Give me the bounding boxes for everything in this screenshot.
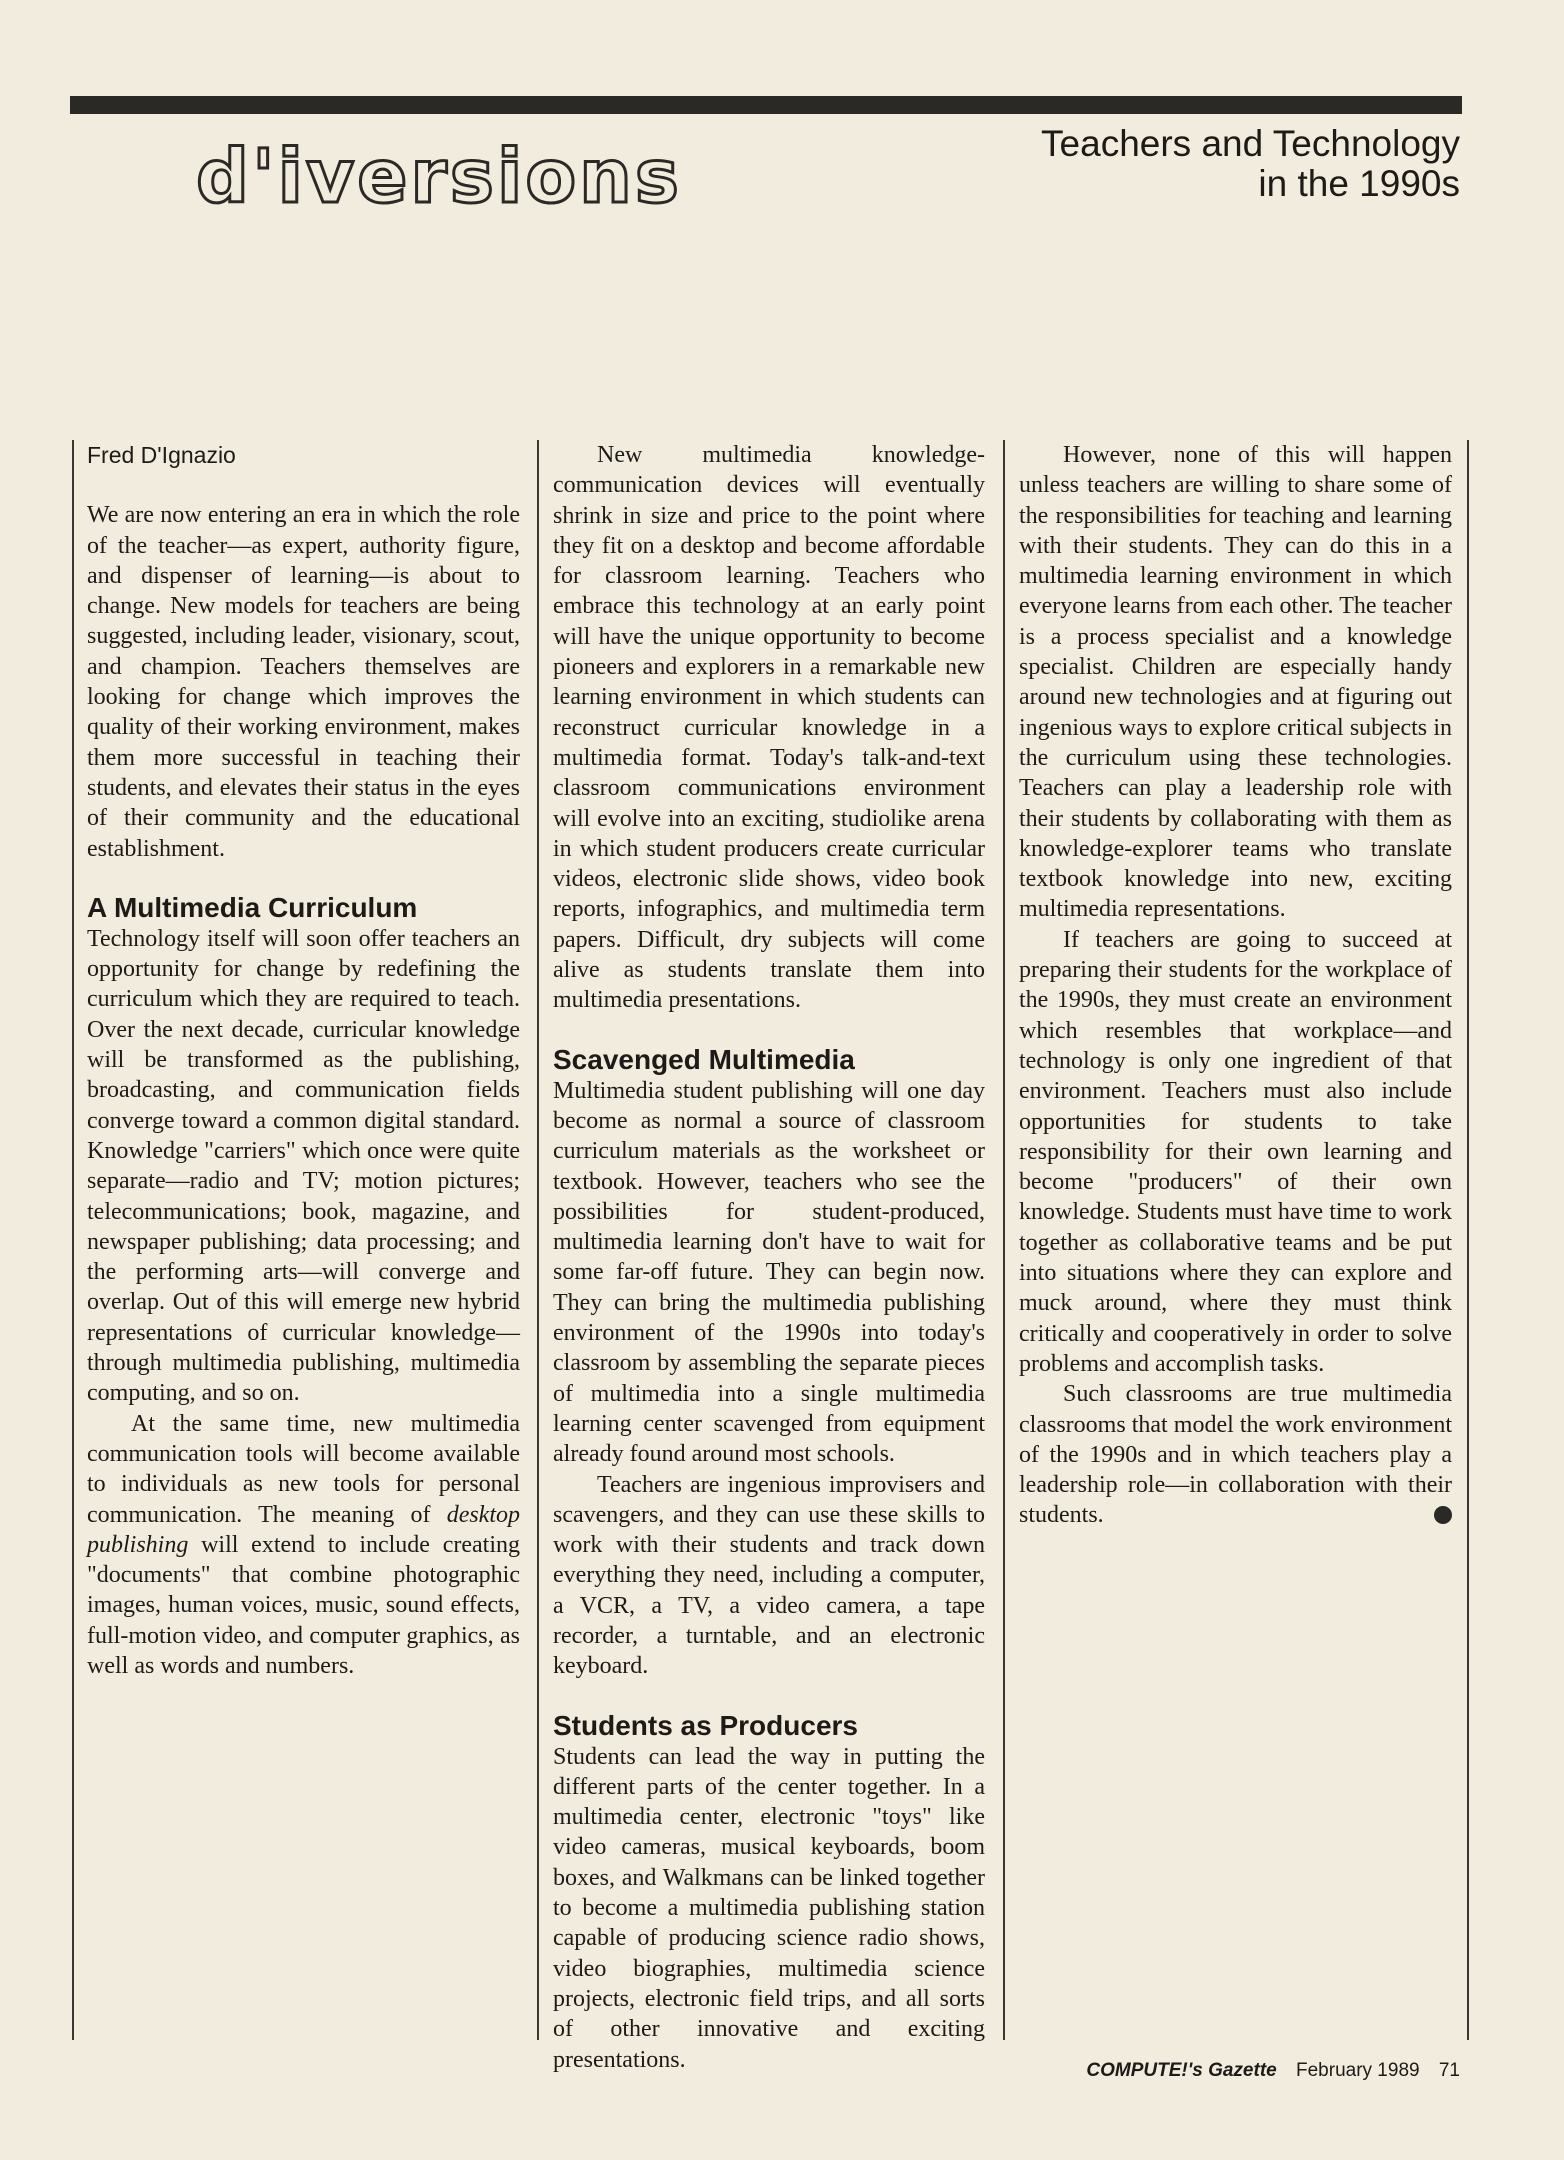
column-right [1019,440,1452,2030]
paragraph: New multimedia knowledge-communication devices will eventually shrink in size and price to the point where they fit on a desktop and become affordable for classroom learning. Teachers who embrace this technology at an early point will have the unique opportunity to become pioneers and explorers in a remarkable new learning environment in which students can reconstruct curricular knowledge in a multimedia format. Today's talk-and-text classroom communications environment will evolve into an exciting, studiolike arena in which student producers create curricular videos, electronic slide shows, video book reports, infographics, and multimedia term papers. Difficult, dry subjects will come alive as students translate them into multimedia presentations. [553,442,985,1014]
paragraph: Teachers are ingenious improvisers and scavengers, and they can use these skills to work with their students and track down everything they need, including a computer, a VCR, a TV, a video camera, a tape recorder, a turntable, and an electronic keyboard. [553,1471,985,1680]
column-rule-left [72,440,74,2040]
section-logo: d'iversions [196,134,682,220]
paragraph: If teachers are going to succeed at preparing their students for the workplace of the 1990s, they must create an environment which resembles that workplace—and technology is only one ingredient of that environment. Teachers must also include opportunities for students to take responsibility for their own learning and become "producers" of their own knowledge. Students must have time to work together as collaborative teams and be put into situations where they can explore and muck around, where they must think critically and cooperatively in order to solve problems and accomplish tasks. [1019,926,1452,1377]
intro-paragraph: We are now entering an era in which the role of the teacher—as expert, authority figure, and dispenser of learning—is about to change. New models for teachers are being suggested, including leader, visionary, scout, and champion. Teachers themselves are looking for change which improves the quality of their working environment, makes them more successful in teaching their students, and elevates their status in the eyes of their community and the educational establishment. [87,502,520,862]
page-title [1041,124,1460,204]
end-of-article-icon [1434,1506,1452,1524]
top-rule [70,96,1462,114]
column-rule-right [1467,440,1469,2040]
text-run: will extend to include creating "documents" that combine photographic images, human voices, music, sound effects, full-motion video, and computer graphics, as well as words and numbers. [87,1531,520,1679]
page-footer [1086,2060,1460,2082]
paragraph: However, none of this will happen unless teachers are willing to share some of the responsibilities for teaching and learning with their students. They can do this in a multimedia learning environment in which everyone learns from each other. The teacher is a process specialist and a knowledge specialist. Children are especially handy around new technologies and at figuring out ingenious ways to explore critical subjects in the curriculum using these technologies. Teachers can play a leadership role with their students by collaborating with them as knowledge-explorer teams who translate textbook knowledge into new, exciting multimedia representations. [1019,442,1452,923]
magazine-name: COMPUTE!'s Gazette [1086,2060,1277,2081]
paragraph: Multimedia student publishing will one day become as normal a source of classroom curriculum materials as the worksheet or textbook. However, teachers who see the possibilities for student-produced, multimedia learning don't have to wait for some far-off future. They can begin now. They can bring the multimedia publishing environment of the 1990s into today's classroom by assembling the separate pieces of multimedia into a single multimedia learning center scavenged from equipment already found around most schools. [553,1077,985,1468]
column-rule-mid-right [1003,440,1005,2040]
column-rule-mid-left [537,440,539,2040]
text-run: At the same time, new multimedia communication tools will become available to individuals as new tools for personal communication. The meaning of [87,1410,520,1528]
page-number: 71 [1438,2060,1460,2081]
heading-students-as-producers: Students as Producers [553,1709,858,1741]
paragraph: Technology itself will soon offer teachers an opportunity for change by redefining the curriculum which they are required to teach. Over the next decade, curricular knowledge will be transformed as the publishing, broadcasting, and communication fields converge toward a common digital standard. Knowledge "carriers" which once were quite separate—radio and TV; motion pictures; telecommunications; book, magazine, and newspaper publishing; data processing; and the performing arts—will converge and overlap. Out of this will emerge new hybrid representations of curricular knowledge—through multimedia publishing, multimedia computing, and so on. [87,925,520,1407]
byline: Fred D'Ignazio [87,442,236,468]
paragraph [87,1409,520,1682]
column-mid [553,440,985,2073]
issue-date: February 1989 [1296,2060,1420,2081]
column-left [87,440,520,2030]
page-title-line-1: Teachers and Technology [1041,123,1460,164]
heading-multimedia-curriculum: A Multimedia Curriculum [87,891,418,923]
emphasis-desktop-publishing: desktop publishing [87,1501,520,1558]
paragraph: Students can lead the way in putting the different parts of the center together. In a multimedia center, electronic "toys" like video cameras, musical keyboards, boom boxes, and Walkmans can be linked together to become a multimedia publishing station capable of producing science radio shows, video biographies, multimedia science projects, electronic field trips, and all sorts of other innovative and exciting presentations. [553,1743,985,2073]
heading-scavenged-multimedia: Scavenged Multimedia [553,1043,855,1075]
paragraph: Such classrooms are true multimedia classrooms that model the work environment of the 1990s and in which teachers play a leadership role—in collaboration with their students. [1019,1381,1452,1529]
page-title-line-2: in the 1990s [1258,163,1460,204]
